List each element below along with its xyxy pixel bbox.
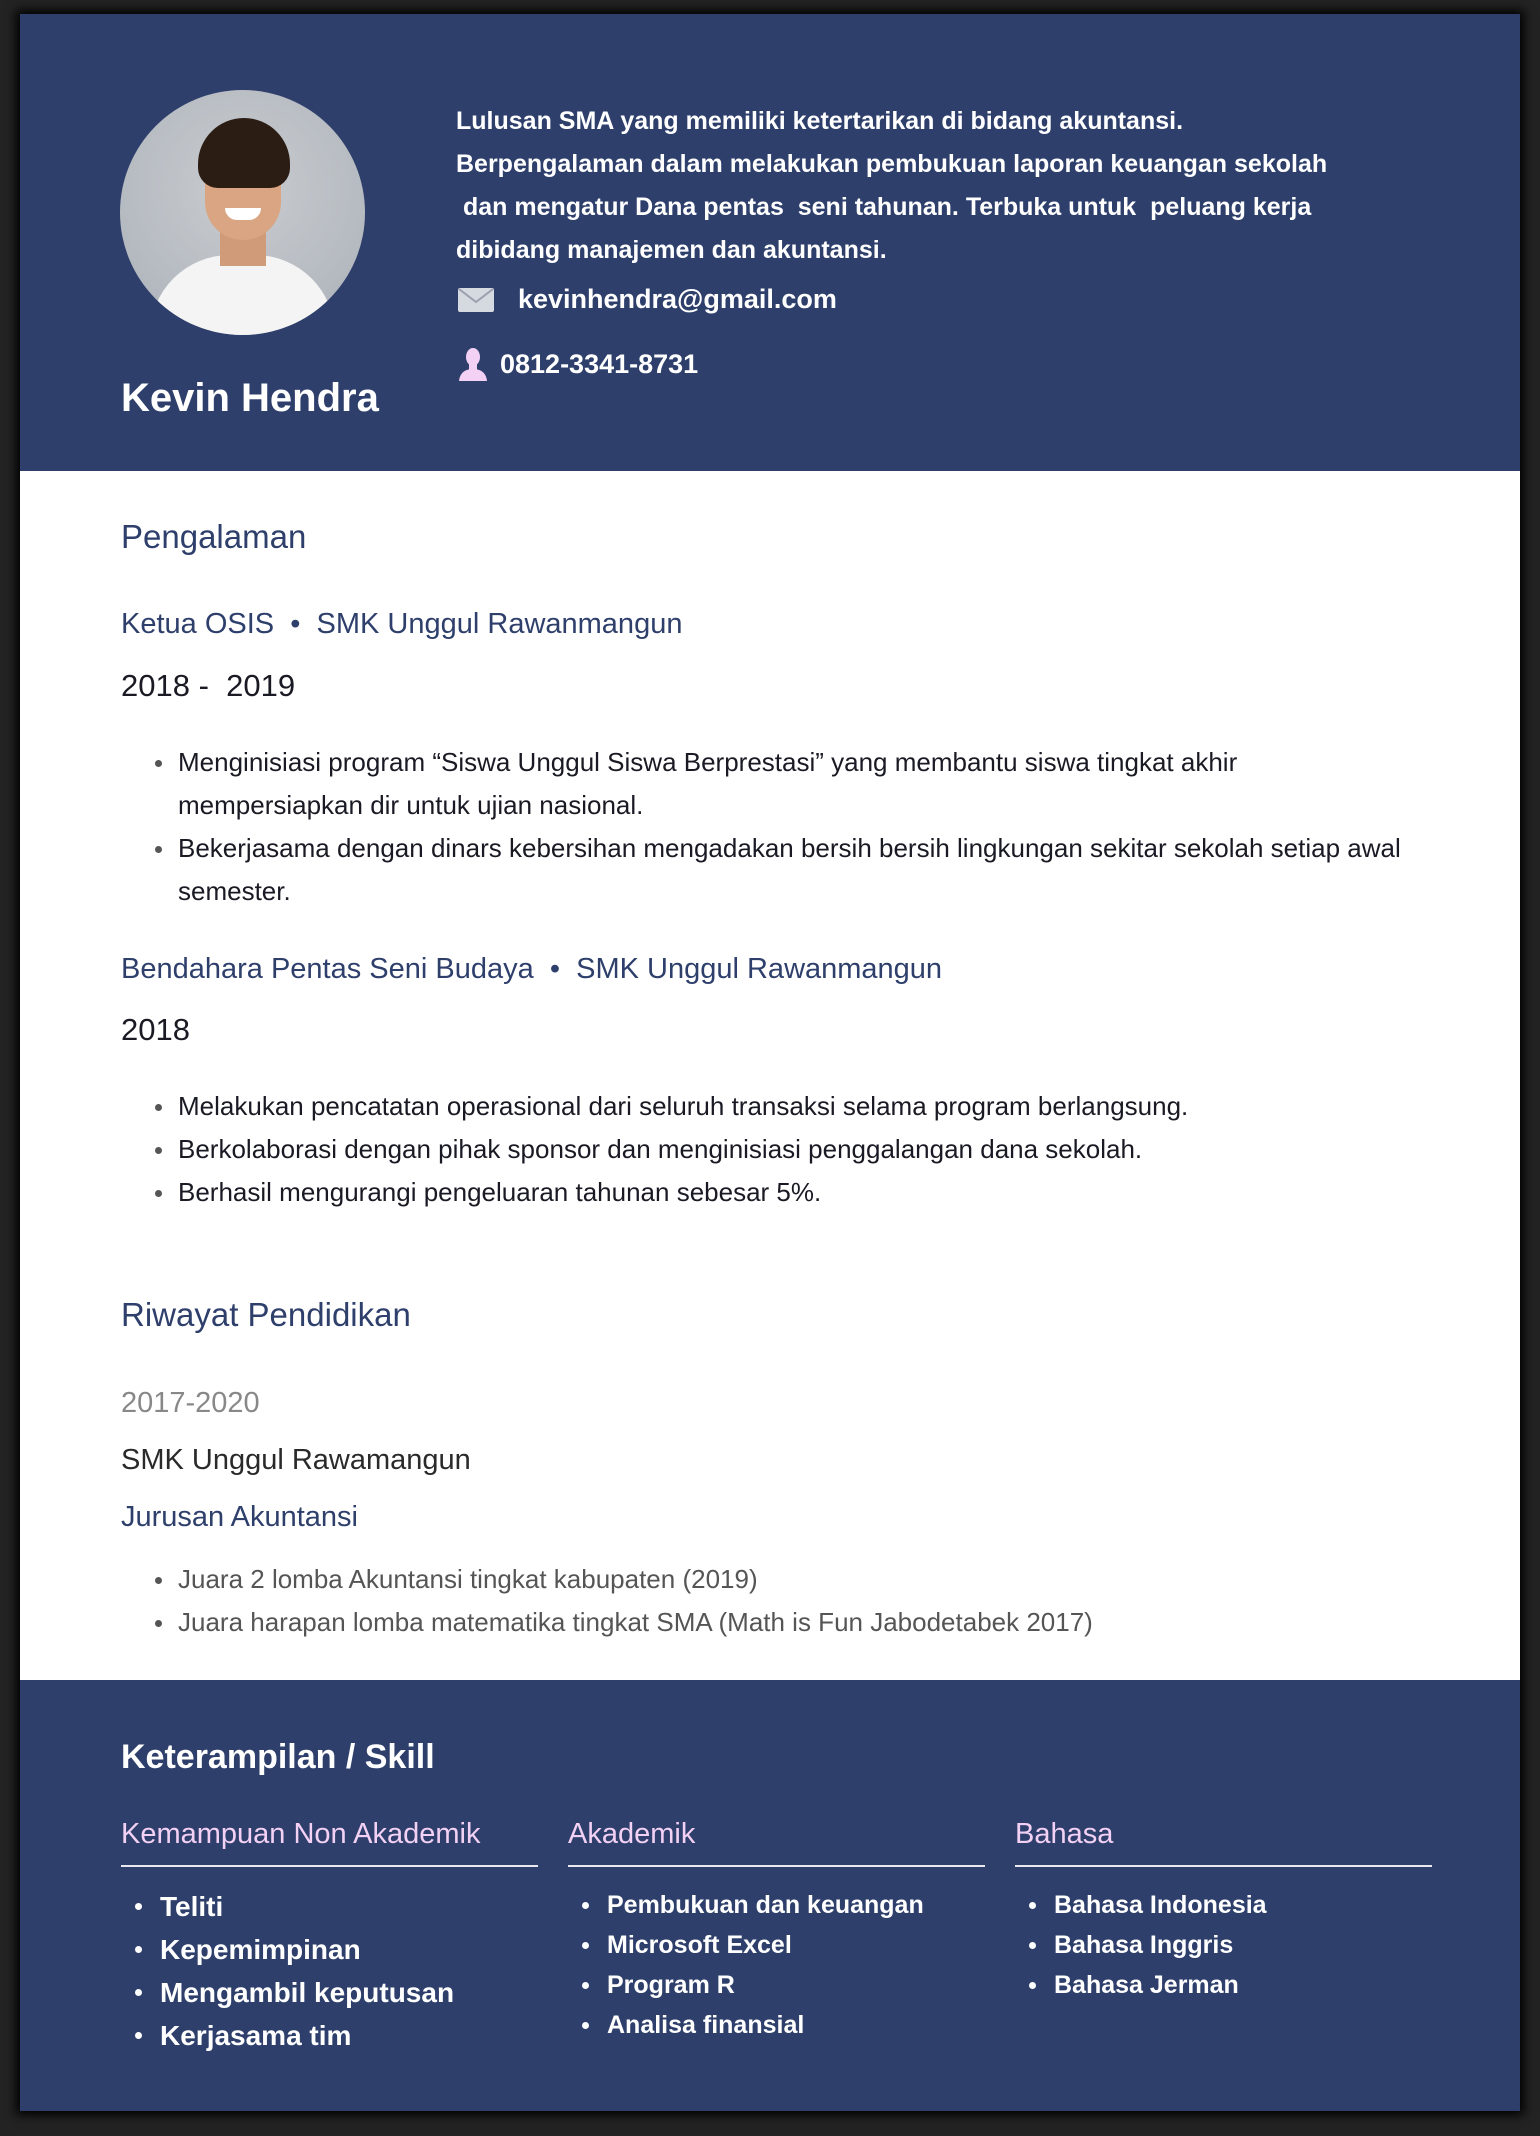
list-item: Bekerjasama dengan dinars kebersihan mengadakan bersih bersih lingkungan sekitar sekolah setiap awal semester. [121,827,1421,913]
email-text[interactable]: kevinhendra@gmail.com [518,284,837,314]
envelope-icon [458,288,494,312]
list-item: Berhasil mengurangi pengeluaran tahunan sebesar 5%. [121,1171,1421,1214]
list-item: Bahasa Jerman [1015,1965,1432,2005]
list-item: Bahasa Indonesia [1015,1885,1432,1925]
skill-column-non-academic [121,1818,538,2057]
skills-section [20,1680,1520,2111]
contact-email[interactable] [458,284,837,315]
education-major: Jurusan Akuntansi [121,1501,358,1533]
experience-bullets [121,1085,1421,1214]
list-item: Microsoft Excel [568,1925,985,1965]
phone-text[interactable]: 0812-3341-8731 [500,348,699,379]
summary-line: dan mengatur Dana pentas seni tahunan. Terbuka untuk peluang kerja [456,193,1312,221]
summary-line: dibidang manajemen dan akuntansi. [456,236,887,264]
list-item: Teliti [121,1885,538,1928]
list-item: Kerjasama tim [121,2014,538,2057]
list-item: Juara harapan lomba matematika tingkat SMA (Math is Fun Jabodetabek 2017) [121,1601,1421,1644]
list-item: Pembukuan dan keuangan [568,1885,985,1925]
profile-summary [456,100,1446,272]
education-years: 2017-2020 [121,1387,260,1419]
list-item: Bahasa Inggris [1015,1925,1432,1965]
experience-period: 2018 - 2019 [121,668,296,703]
list-item: Berkolaborasi dengan pihak sponsor dan menginisiasi penggalangan dana sekolah. [121,1128,1421,1171]
list-item: Analisa finansial [568,2005,985,2045]
skill-list [568,1885,985,2045]
skill-column-language [1015,1818,1432,2005]
skill-column-heading: Bahasa [1015,1818,1432,1867]
experience-role: Ketua OSIS • SMK Unggul Rawanmangun [121,608,683,640]
experience-period: 2018 [121,1012,190,1047]
skills-title: Keterampilan / Skill [121,1738,435,1776]
resume-card [20,14,1520,2111]
education-title: Riwayat Pendidikan [121,1296,411,1333]
experience-bullets [121,741,1421,913]
list-item: Menginisiasi program “Siswa Unggul Siswa Berprestasi” yang membantu siswa tingkat akhir mempersiapkan dir untuk ujian nasional. [121,741,1421,827]
list-item: Melakukan pencatatan operasional dari seluruh transaksi selama program berlangsung. [121,1085,1421,1128]
profile-photo [120,90,365,335]
education-achievements [121,1558,1421,1644]
list-item: Kepemimpinan [121,1928,538,1971]
experience-title: Pengalaman [121,518,307,555]
list-item: Program R [568,1965,985,2005]
experience-role: Bendahara Pentas Seni Budaya • SMK Unggul Rawanmangun [121,953,943,985]
summary-line: Berpengalaman dalam melakukan pembukuan laporan keuangan sekolah [456,150,1328,178]
list-item: Mengambil keputusan [121,1971,538,2014]
skill-column-academic [568,1818,985,2045]
education-school: SMK Unggul Rawamangun [121,1444,471,1476]
profile-header [20,14,1520,471]
contact-phone[interactable] [458,347,698,381]
list-item: Juara 2 lomba Akuntansi tingkat kabupaten (2019) [121,1558,1421,1601]
skill-column-heading: Kemampuan Non Akademik [121,1818,538,1867]
profile-name: Kevin Hendra [121,376,379,420]
skill-list [1015,1885,1432,2005]
skill-column-heading: Akademik [568,1818,985,1867]
person-icon [458,347,488,381]
summary-line: Lulusan SMA yang memiliki ketertarikan di bidang akuntansi. [456,107,1184,135]
skill-list [121,1885,538,2057]
